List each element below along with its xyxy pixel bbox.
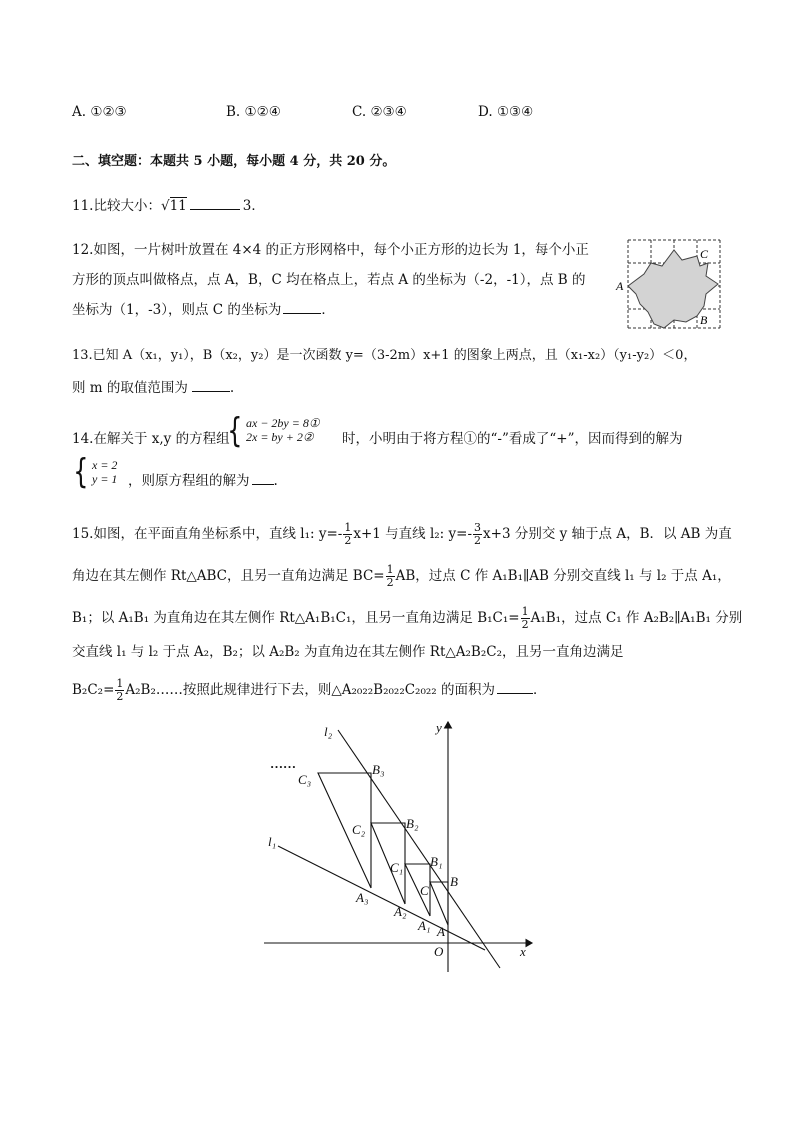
answer-blank-11[interactable]: [190, 197, 240, 210]
label-b: B: [450, 874, 458, 889]
label-a1: A₁: [418, 918, 431, 933]
question-14-middle: 时，小明由于将方程①的“-”看成了“+”，因而得到的解为: [342, 431, 683, 447]
system-brace-2: {: [73, 452, 89, 492]
question-12-line1: 12.如图，一片树叶放置在 4×4 的正方形网格中，每个小正方形的边长为 1，每个小正: [72, 242, 589, 258]
equation-system: ax − 2by = 8① 2x = by + 2②: [246, 416, 320, 444]
answer-blank-14[interactable]: [252, 472, 274, 485]
question-12-line3: 坐标为（1，-3），则点 C 的坐标为 ．: [72, 302, 335, 318]
option-c: C. ②③④: [352, 104, 407, 120]
system-brace-1: {: [227, 411, 243, 451]
question-11: 11.比较大小：√11 3．: [72, 198, 265, 214]
label-l1: l₁: [268, 834, 277, 849]
answer-blank-13[interactable]: [192, 379, 230, 392]
leaf-grid-figure: [614, 236, 726, 332]
question-14-prefix: 14.在解关于 x,y 的方程组: [72, 431, 230, 447]
line-l1: [278, 846, 485, 950]
label-o: O: [434, 944, 444, 959]
question-14-suffix: ，则原方程组的解为 .: [128, 473, 278, 489]
option-b: B. ①②④: [226, 104, 281, 120]
leaf-label-c: C: [700, 247, 709, 261]
label-x: x: [520, 944, 526, 959]
label-dots: ……: [270, 756, 296, 771]
coordinate-figure: [250, 710, 550, 980]
label-b1: B₁: [430, 854, 443, 869]
label-b2: B₂: [406, 816, 419, 831]
question-15-line4: 交直线 l₁ 与 l₂ 于点 A₂，B₂；以 A₂B₂ 为直角边在其左侧作 Rt△A₂B₂C₂，且另一直角边满足: [72, 644, 624, 660]
label-a2: A₂: [394, 904, 407, 919]
answer-blank-12[interactable]: [283, 301, 321, 314]
label-a: A: [437, 924, 445, 939]
label-c3: C₃: [298, 772, 312, 787]
leaf-label-b: B: [700, 313, 708, 327]
label-c: C: [420, 883, 429, 898]
question-15-line5: B₂C₂= $\frac{1}{2}$ A₂B₂……按照此规律进行下去，则△A₂₀₂₂B₂₀₂₂C₂₀₂₂ 的面积为 ．: [72, 677, 547, 703]
section-heading: 二、填空题：本题共 5 小题，每小题 4 分，共 20 分。: [72, 154, 396, 169]
leaf-label-a: A: [616, 279, 624, 293]
question-15-line2: 角边在其左侧作 Rt△ABC，且另一直角边满足 BC= $\frac{1}{2}$ AB，过点 C 作 A₁B₁∥AB 分别交直线 l₁ 与 l₂ 于点 A₁，: [72, 563, 731, 589]
question-13-line1: 13.已知 A（x₁，y₁），B（x₂，y₂）是一次函数 y=（3-2m）x+1 的图象上两点，且（x₁-x₂）（y₁-y₂）＜0，: [72, 348, 697, 363]
wrong-solution: x = 2 y = 1: [92, 458, 118, 486]
question-12-line2: 方形的顶点叫做格点，点 A，B，C 均在格点上，若点 A 的坐标为（-2，-1），点 B 的: [72, 272, 586, 288]
question-15-line1: 15.如图，在平面直角坐标系中，直线 l₁: y=- $\frac{1}{2}$ x+1 与直线 l₂: y=- $\frac{3}{2}$ x+3 分别交 y 轴于点 A，B．以 AB 为直: [72, 521, 732, 547]
question-13-line2: 则 m 的取值范围为 .: [72, 380, 235, 396]
label-a3: A₃: [356, 890, 369, 905]
question-15-line3: B₁；以 A₁B₁ 为直角边在其左侧作 Rt△A₁B₁C₁，且另一直角边满足 B₁C₁= $\frac{1}{2}$ A₁B₁，过点 C₁ 作 A₂B₂∥A₁B₁ 分别: [72, 605, 743, 631]
label-b3: B₃: [372, 762, 385, 777]
answer-blank-15[interactable]: [497, 681, 533, 694]
sqrt-symbol: √: [160, 198, 170, 214]
label-y: y: [436, 720, 442, 735]
option-d: D. ①③④: [478, 104, 534, 120]
label-l2: l₂: [324, 724, 333, 739]
option-a: A. ①②③: [72, 104, 127, 120]
label-c2: C₂: [352, 822, 366, 837]
label-c1: C₁: [390, 860, 404, 875]
